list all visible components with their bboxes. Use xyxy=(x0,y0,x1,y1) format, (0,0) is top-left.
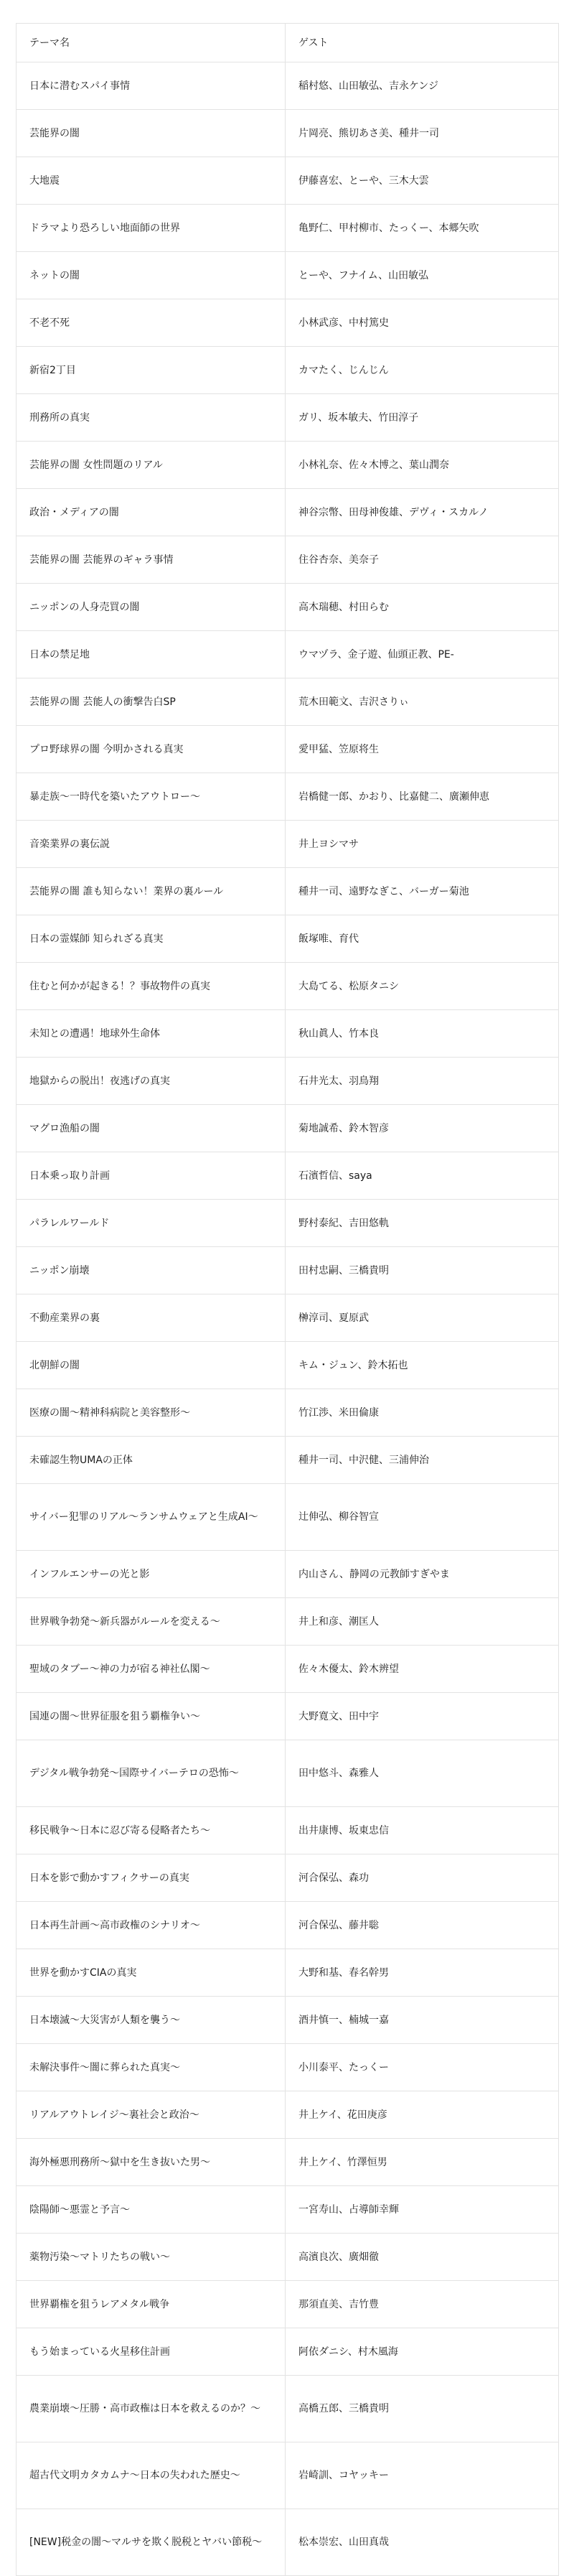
table-row xyxy=(17,1949,559,1997)
guest-cell: 秋山眞人、竹本良 xyxy=(286,1010,559,1058)
theme-cell: 移民戦争～日本に忍び寄る侵略者たち～ xyxy=(17,1807,286,1854)
theme-cell: 刑務所の真実 xyxy=(17,394,286,442)
theme-cell: 日本再生計画～高市政権のシナリオ～ xyxy=(17,1902,286,1949)
table-row xyxy=(17,394,559,442)
table-row xyxy=(17,1342,559,1389)
theme-cell: 日本を影で動かすフィクサーの真実 xyxy=(17,1854,286,1902)
theme-cell: 未確認生物UMAの正体 xyxy=(17,1437,286,1484)
theme-cell: 暴走族～一時代を築いたアウトロー～ xyxy=(17,773,286,821)
theme-cell: 農業崩壊～圧勝・高市政権は日本を救えるのか？～ xyxy=(17,2376,286,2442)
theme-cell: 芸能界の闇 誰も知らない！業界の裏ルール xyxy=(17,868,286,915)
guest-cell: 石濱哲信、saya xyxy=(286,1152,559,1200)
theme-cell: 地獄からの脱出！夜逃げの真実 xyxy=(17,1058,286,1105)
table-row xyxy=(17,726,559,773)
table-row xyxy=(17,2328,559,2376)
table-row xyxy=(17,773,559,821)
guest-cell: 亀野仁、甲村柳市、たっくー、本郷矢吹 xyxy=(286,205,559,252)
column-header-guest: ゲスト xyxy=(286,24,559,62)
theme-cell: 日本に潜むスパイ事情 xyxy=(17,62,286,110)
guest-cell: 小林礼奈、佐々木博之、葉山潤奈 xyxy=(286,442,559,489)
theme-cell: 海外極悪刑務所～獄中を生き抜いた男～ xyxy=(17,2139,286,2186)
guest-cell: 伊藤喜宏、とーや、三木大雲 xyxy=(286,157,559,205)
guest-cell: 井上ケイ、竹澤恒男 xyxy=(286,2139,559,2186)
theme-cell: 日本壊滅～大災害が人類を襲う～ xyxy=(17,1997,286,2044)
guest-cell: 竹江渉、米田倫康 xyxy=(286,1389,559,1437)
table-row xyxy=(17,1902,559,1949)
table-row xyxy=(17,2186,559,2234)
theme-cell: ネットの闇 xyxy=(17,252,286,299)
theme-cell: 薬物汚染～マトリたちの戦い～ xyxy=(17,2234,286,2281)
table-row xyxy=(17,110,559,157)
table-row xyxy=(17,1807,559,1854)
table-row xyxy=(17,821,559,868)
guest-cell: 菊地誠希、鈴木智彦 xyxy=(286,1105,559,1152)
theme-cell: ニッポン崩壊 xyxy=(17,1247,286,1294)
guest-cell: 大野寛文、田中宇 xyxy=(286,1693,559,1740)
table-row xyxy=(17,1484,559,1551)
table-row xyxy=(17,157,559,205)
theme-cell: 未知との遭遇！地球外生命体 xyxy=(17,1010,286,1058)
theme-cell: 未解決事件～闇に葬られた真実～ xyxy=(17,2044,286,2091)
guest-cell: 高木瑞穂、村田らむ xyxy=(286,584,559,631)
table-row xyxy=(17,205,559,252)
theme-cell: 不動産業界の裏 xyxy=(17,1294,286,1342)
table-row xyxy=(17,2234,559,2281)
guest-cell: 内山さん、静岡の元教師すぎやま xyxy=(286,1551,559,1598)
guest-cell: 片岡亮、熊切あさ美、種井一司 xyxy=(286,110,559,157)
table-row xyxy=(17,1437,559,1484)
guest-cell: 松本崇宏、山田真哉 xyxy=(286,2509,559,2576)
table-row xyxy=(17,252,559,299)
table-row xyxy=(17,489,559,536)
guest-cell: 酒井慎一、楠城一嘉 xyxy=(286,1997,559,2044)
guest-cell: とーや、フナイム、山田敏弘 xyxy=(286,252,559,299)
theme-cell: 芸能界の闇 芸能人の衝撃告白SP xyxy=(17,678,286,726)
table-row xyxy=(17,1997,559,2044)
guest-cell: 佐々木優太、鈴木辨望 xyxy=(286,1646,559,1693)
table-row xyxy=(17,2091,559,2139)
table-row xyxy=(17,347,559,394)
guest-cell: 一宮寿山、占導師幸輝 xyxy=(286,2186,559,2234)
guest-cell: 井上ヨシマサ xyxy=(286,821,559,868)
theme-cell: 国連の闇～世界征服を狙う覇権争い～ xyxy=(17,1693,286,1740)
table-row xyxy=(17,1389,559,1437)
table-row xyxy=(17,2442,559,2509)
theme-cell: パラレルワールド xyxy=(17,1200,286,1247)
theme-cell: 新宿2丁目 xyxy=(17,347,286,394)
table-row xyxy=(17,2509,559,2576)
table-row xyxy=(17,1854,559,1902)
guest-cell: 井上和彦、潮匡人 xyxy=(286,1598,559,1646)
theme-cell: プロ野球界の闇 今明かされる真実 xyxy=(17,726,286,773)
theme-cell: 医療の闇～精神科病院と美容整形～ xyxy=(17,1389,286,1437)
theme-cell: インフルエンサーの光と影 xyxy=(17,1551,286,1598)
table-row xyxy=(17,536,559,584)
theme-cell: 陰陽師～悪霊と予言～ xyxy=(17,2186,286,2234)
table-row xyxy=(17,1200,559,1247)
guest-cell: 井上ケイ、花田庚彦 xyxy=(286,2091,559,2139)
column-header-theme: テーマ名 xyxy=(17,24,286,62)
table-row xyxy=(17,1058,559,1105)
guest-cell: 阿依ダニシ、村木風海 xyxy=(286,2328,559,2376)
table-row xyxy=(17,1693,559,1740)
table-row xyxy=(17,1294,559,1342)
guest-cell: 大野和基、春名幹男 xyxy=(286,1949,559,1997)
table-row xyxy=(17,1598,559,1646)
guest-cell: 荒木田範文、吉沢さりぃ xyxy=(286,678,559,726)
guest-cell: 田村忠嗣、三橋貴明 xyxy=(286,1247,559,1294)
table-row xyxy=(17,963,559,1010)
table-row xyxy=(17,2376,559,2442)
guest-cell: 野村泰紀、吉田悠軌 xyxy=(286,1200,559,1247)
guest-cell: 那須直美、吉竹豊 xyxy=(286,2281,559,2328)
guest-cell: 稲村悠、山田敏弘、吉永ケンジ xyxy=(286,62,559,110)
table-row xyxy=(17,584,559,631)
guest-cell: 田中悠斗、森雅人 xyxy=(286,1740,559,1807)
theme-guest-table xyxy=(16,23,559,2576)
table-row xyxy=(17,299,559,347)
guest-cell: 高橋五郎、三橋貴明 xyxy=(286,2376,559,2442)
guest-cell: 住谷杏奈、美奈子 xyxy=(286,536,559,584)
guest-cell: 小林武彦、中村篤史 xyxy=(286,299,559,347)
table-row xyxy=(17,442,559,489)
table-row xyxy=(17,678,559,726)
theme-cell: 日本乗っ取り計画 xyxy=(17,1152,286,1200)
guest-cell: 辻伸弘、柳谷智宣 xyxy=(286,1484,559,1551)
theme-cell: 日本の霊媒師 知られざる真実 xyxy=(17,915,286,963)
table-row xyxy=(17,1152,559,1200)
theme-cell: 政治・メディアの闇 xyxy=(17,489,286,536)
table-body xyxy=(17,62,559,2576)
table-row xyxy=(17,1105,559,1152)
guest-cell: 飯塚唯、育代 xyxy=(286,915,559,963)
theme-cell: 聖域のタブー～神の力が宿る神社仏閣～ xyxy=(17,1646,286,1693)
table-row xyxy=(17,1010,559,1058)
table-header-row xyxy=(17,24,559,62)
theme-cell: 芸能界の闇 芸能界のギャラ事情 xyxy=(17,536,286,584)
guest-cell: 出井康博、坂東忠信 xyxy=(286,1807,559,1854)
guest-cell: 河合保弘、森功 xyxy=(286,1854,559,1902)
guest-cell: 石井光太、羽鳥翔 xyxy=(286,1058,559,1105)
theme-cell: ドラマより恐ろしい地面師の世界 xyxy=(17,205,286,252)
theme-cell: もう始まっている火星移住計画 xyxy=(17,2328,286,2376)
guest-cell: 種井一司、遠野なぎこ、バーガー菊池 xyxy=(286,868,559,915)
guest-cell: 河合保弘、藤井聡 xyxy=(286,1902,559,1949)
guest-cell: 榊淳司、夏原武 xyxy=(286,1294,559,1342)
theme-cell: サイバー犯罪のリアル～ランサムウェアと生成AI～ xyxy=(17,1484,286,1551)
guest-cell: 種井一司、中沢健、三浦伸治 xyxy=(286,1437,559,1484)
table-row xyxy=(17,2139,559,2186)
theme-cell: 大地震 xyxy=(17,157,286,205)
table-row xyxy=(17,1646,559,1693)
theme-cell: 世界戦争勃発～新兵器がルールを変える～ xyxy=(17,1598,286,1646)
theme-cell: 音楽業界の裏伝説 xyxy=(17,821,286,868)
table-row xyxy=(17,2044,559,2091)
guest-cell: キム・ジュン、鈴木拓也 xyxy=(286,1342,559,1389)
guest-cell: ウマヅラ、金子遊、仙頭正教、PE- xyxy=(286,631,559,678)
guest-cell: 岩橋健一郎、かおり、比嘉健二、廣瀬伸恵 xyxy=(286,773,559,821)
theme-cell: 超古代文明カタカムナ～日本の失われた歴史～ xyxy=(17,2442,286,2509)
guest-cell: 愛甲猛、笠原将生 xyxy=(286,726,559,773)
theme-cell: 日本の禁足地 xyxy=(17,631,286,678)
table-row xyxy=(17,1247,559,1294)
table-row xyxy=(17,868,559,915)
table-row xyxy=(17,1551,559,1598)
theme-cell: 不老不死 xyxy=(17,299,286,347)
theme-cell: [NEW]税金の闇～マルサを欺く脱税とヤバい節税～ xyxy=(17,2509,286,2576)
guest-cell: 大島てる、松原タニシ xyxy=(286,963,559,1010)
theme-cell: 芸能界の闇 xyxy=(17,110,286,157)
guest-cell: 高濱良次、廣畑徹 xyxy=(286,2234,559,2281)
theme-cell: デジタル戦争勃発～国際サイバーテロの恐怖～ xyxy=(17,1740,286,1807)
theme-cell: 芸能界の闇 女性問題のリアル xyxy=(17,442,286,489)
theme-cell: 世界を動かすCIAの真実 xyxy=(17,1949,286,1997)
guest-cell: 神谷宗幣、田母神俊雄、デヴィ・スカルノ xyxy=(286,489,559,536)
table-row xyxy=(17,631,559,678)
guest-cell: 小川泰平、たっくー xyxy=(286,2044,559,2091)
theme-cell: ニッポンの人身売買の闇 xyxy=(17,584,286,631)
guest-cell: カマたく、じんじん xyxy=(286,347,559,394)
theme-cell: 北朝鮮の闇 xyxy=(17,1342,286,1389)
table-row xyxy=(17,915,559,963)
theme-cell: 世界覇権を狙うレアメタル戦争 xyxy=(17,2281,286,2328)
table-row xyxy=(17,1740,559,1807)
theme-cell: 住むと何かが起きる！？事故物件の真実 xyxy=(17,963,286,1010)
theme-cell: マグロ漁船の闇 xyxy=(17,1105,286,1152)
guest-cell: ガリ、坂本敏夫、竹田淳子 xyxy=(286,394,559,442)
theme-cell: リアルアウトレイジ～裏社会と政治～ xyxy=(17,2091,286,2139)
table-row xyxy=(17,62,559,110)
guest-cell: 岩崎訓、コヤッキー xyxy=(286,2442,559,2509)
table-row xyxy=(17,2281,559,2328)
